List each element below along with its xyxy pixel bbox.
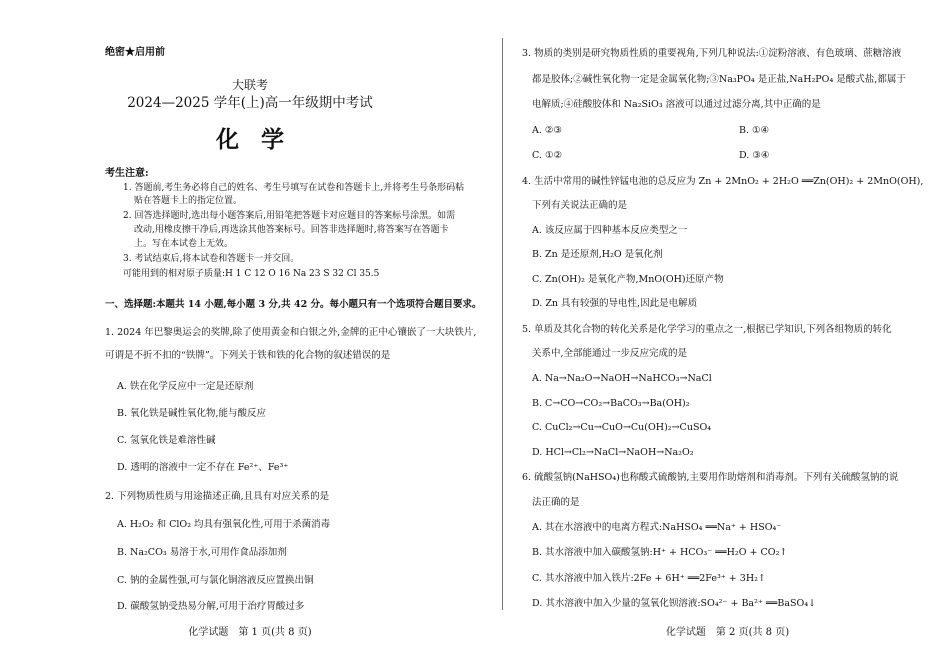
option: D. 其水溶液中加入少量的氢氧化钡溶液:SO₄²⁻ + Ba²⁺ ══BaSO₄↓	[532, 598, 817, 609]
notice-title: 考生注意:	[105, 168, 149, 179]
option: A. 该反应属于四种基本反应类型之一	[532, 225, 688, 236]
question-stem: 1. 2024 年巴黎奥运会的奖牌,除了使用黄金和白银之外,金牌的正中心镶嵌了一大块铁片,	[105, 327, 477, 338]
option: A. 铁在化学反应中一定是还原剂	[117, 381, 254, 392]
atomic-mass-line: 可能用到的相对原子质量:H 1 C 12 O 16 Na 23 S 32 Cl 35.5	[123, 269, 380, 279]
option: D. ③④	[739, 150, 770, 161]
subject-title: 化学	[216, 126, 306, 153]
option: D. Zn 具有较强的导电性,因此是电解质	[532, 298, 698, 309]
question-stem: 5. 单质及其化合物的转化关系是化学学习的重点之一,根据已学知识,下列各组物质的转化	[522, 324, 892, 335]
page-2	[505, 0, 950, 672]
secret-label: 绝密★启用前	[105, 47, 165, 58]
question-stem: 2. 下列物质性质与用途描述正确,且具有对应关系的是	[105, 491, 330, 502]
question-stem: 6. 硫酸氢钠(NaHSO₄)也称酸式硫酸钠,主要用作助熔剂和消毒剂。下列有关硫酸氢钠的说	[522, 472, 899, 483]
question-stem: 关系中,全部能通过一步反应完成的是	[532, 348, 688, 359]
notice-line: 1. 答题前,考生务必将自己的姓名、考生号填写在试卷和答题卡上,并将考生号条形码粘	[123, 183, 465, 193]
notice-line: 3. 考试结束后,将本试卷和答题卡一并交回。	[123, 254, 300, 264]
exam-org: 大联考	[231, 78, 268, 92]
question-stem: 可谓是不折不扣的“铁牌”。下列关于铁和铁的化合物的叙述错误的是	[105, 350, 391, 361]
notice-line: 贴在答题卡上的指定位置。	[134, 196, 243, 206]
option: C. Zn(OH)₂ 是氧化产物,MnO(OH)还原产物	[532, 274, 724, 285]
option: A. 其在水溶液中的电离方程式:NaHSO₄ ══Na⁺ + HSO₄⁻	[532, 522, 782, 533]
option: B. Na₂CO₃ 易溶于水,可用作食品添加剂	[117, 547, 287, 558]
option: B. 氧化铁是碱性氧化物,能与酸反应	[117, 408, 267, 419]
option: D. 透明的溶液中一定不存在 Fe²⁺、Fe³⁺	[117, 462, 289, 473]
option: A. Na→Na₂O→NaOH→NaHCO₃→NaCl	[532, 373, 712, 384]
option: C. 其水溶液中加入铁片:2Fe + 6H⁺ ══2Fe³⁺ + 3H₂↑	[532, 573, 766, 584]
question-stem: 法正确的是	[532, 497, 580, 508]
option: C. 钠的金属性强,可与氯化铜溶液反应置换出铜	[117, 575, 314, 586]
question-stem: 3. 物质的类别是研究物质性质的重要视角,下列几种说法:①淀粉溶液、有色玻璃、蔗糖溶液	[522, 48, 902, 59]
page-divider	[502, 38, 503, 610]
notice-line: 改动,用橡皮擦干净后,再选涂其他答案标号。回答非选择题时,将答案写在答题卡	[134, 225, 449, 235]
option: A. ②③	[532, 125, 562, 136]
option: B. ①④	[739, 125, 770, 136]
question-stem: 都是胶体;②碱性氧化物一定是金属氧化物;③Na₃PO₄ 是正盐,NaH₂PO₄ 是酸式盐,都属于	[532, 74, 906, 85]
option: B. Zn 是还原剂,H₂O 是氧化剂	[532, 249, 663, 260]
option: C. ①②	[532, 150, 563, 161]
exam-title: 2024—2025 学年(上)高一年级期中考试	[127, 95, 373, 111]
notice-line: 2. 回答选择题时,选出每小题答案后,用铅笔把答题卡对应题目的答案标号涂黑。如需	[123, 211, 456, 221]
page-footer: 化学试题 第 2 页(共 8 页)	[665, 627, 790, 638]
question-stem: 电解质;④硅酸胶体和 Na₂SiO₃ 溶液可以通过过滤分离,其中正确的是	[532, 99, 821, 110]
question-stem: 下列有关说法正确的是	[532, 200, 628, 211]
option: B. 其水溶液中加入碳酸氢钠:H⁺ + HCO₃⁻ ══H₂O + CO₂↑	[532, 547, 788, 558]
section-title: 一、选择题:本题共 14 小题,每小题 3 分,共 42 分。每小题只有一个选项符合题目要求。	[105, 299, 482, 310]
option: C. CuCl₂→Cu→CuO→Cu(OH)₂→CuSO₄	[532, 422, 712, 433]
option: A. H₂O₂ 和 ClO₂ 均具有强氧化性,可用于杀菌消毒	[117, 519, 331, 530]
question-stem: 4. 生活中常用的碱性锌锰电池的总反应为 Zn + 2MnO₂ + 2H₂O ══Zn(OH)₂ + 2MnO(OH),	[522, 176, 924, 187]
page-footer: 化学试题 第 1 页(共 8 页)	[188, 627, 312, 638]
option: D. HCl→Cl₂→NaCl→NaOH→Na₂O₂	[532, 447, 694, 458]
notice-line: 上。写在本试卷上无效。	[134, 239, 234, 249]
option: B. C→CO→CO₂→BaCO₃→Ba(OH)₂	[532, 398, 690, 409]
option: C. 氢氧化铁是难溶性碱	[117, 435, 216, 446]
option: D. 碳酸氢钠受热易分解,可用于治疗胃酸过多	[117, 601, 305, 612]
